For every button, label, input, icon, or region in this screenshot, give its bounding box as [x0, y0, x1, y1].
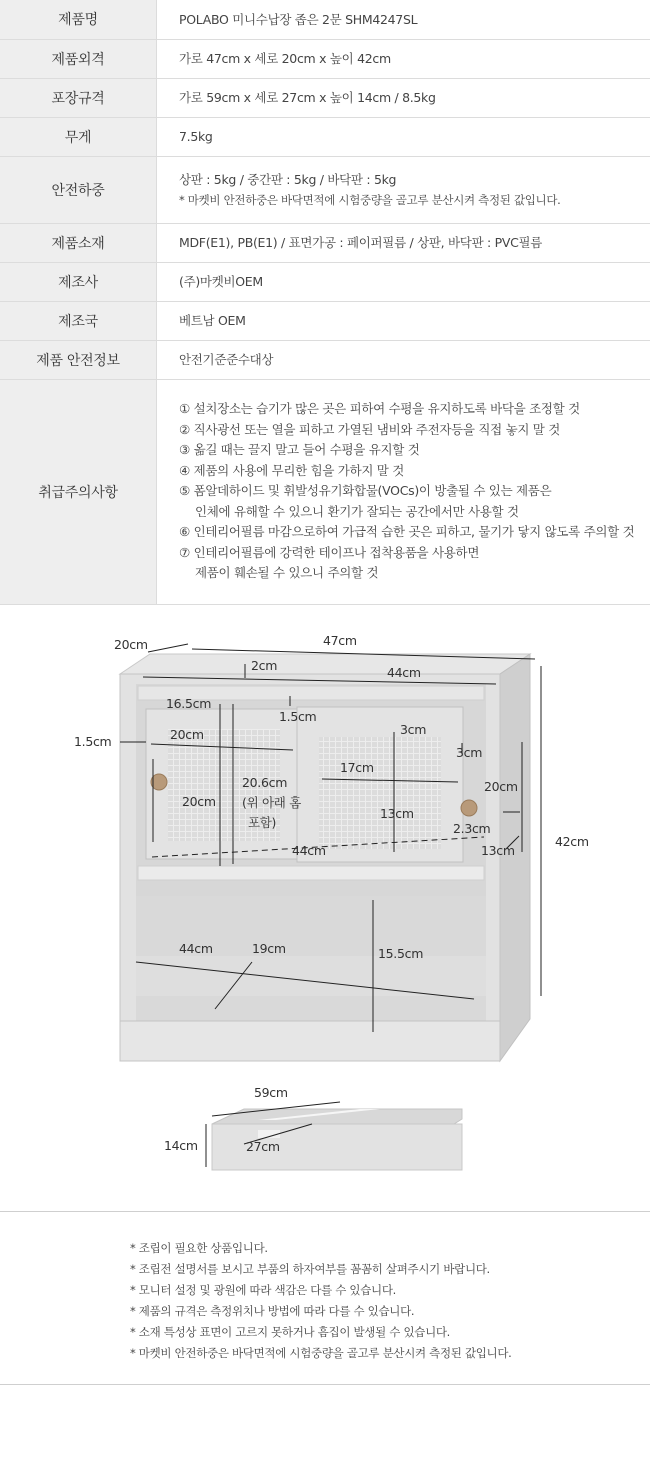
- door-height-right-label: 20cm: [484, 779, 518, 794]
- door-total-note-1: (위 아래 홈: [242, 795, 302, 810]
- inner-width-top-label: 44cm: [387, 665, 421, 680]
- glass-width-label: 17cm: [340, 760, 374, 775]
- right-depth-label: 13cm: [481, 843, 515, 858]
- spec-label: 제품소재: [0, 223, 157, 262]
- glass-height-label: 13cm: [380, 806, 414, 821]
- knob-offset-label: 2.3cm: [453, 821, 491, 836]
- note-item: * 마켓비 안전하중은 바닥면적에 시험중량을 골고루 분산시켜 측정된 값입니다.: [130, 1346, 512, 1360]
- total-height-label: 42cm: [555, 834, 589, 849]
- right-door: [297, 707, 477, 862]
- spec-label: 제품 안전정보: [0, 340, 157, 379]
- dimension-diagram: [0, 604, 650, 1212]
- spec-label: 안전하중: [0, 156, 157, 223]
- spec-value: 베트남 OEM: [157, 301, 650, 340]
- bottom-height-label: 15.5cm: [378, 946, 424, 961]
- spec-label: 제조국: [0, 301, 157, 340]
- spec-value: MDF(E1), PB(E1) / 표면가공 : 페이퍼필름 / 상판, 바닥판 : PVC필름: [157, 223, 650, 262]
- spec-value: POLABO 미니수납장 좁은 2문 SHM4247SL: [157, 0, 650, 39]
- frame-side-label: 3cm: [456, 745, 483, 760]
- note-item: * 소재 특성상 표면이 고르지 못하거나 흠집이 발생될 수 있습니다.: [130, 1325, 451, 1339]
- width-label: 47cm: [323, 633, 357, 648]
- spec-label: 무게: [0, 117, 157, 156]
- panel-thickness-label: 1.5cm: [279, 709, 317, 724]
- caution-line: ③ 옮길 때는 끌지 말고 들어 수평을 유지할 것: [179, 442, 420, 458]
- spec-table: [0, 0, 650, 605]
- spec-value: [157, 156, 650, 223]
- box-height-label: 14cm: [164, 1138, 198, 1153]
- spec-row: [0, 340, 650, 379]
- spec-row: [0, 301, 650, 340]
- inner-width-mid-label: 44cm: [292, 843, 326, 858]
- spec-label: 제조사: [0, 262, 157, 301]
- spec-row: [0, 0, 650, 39]
- caution-list: [157, 379, 650, 604]
- spec-row: [0, 78, 650, 117]
- spec-label: 포장규격: [0, 78, 157, 117]
- spec-row-safety-load: [0, 156, 650, 223]
- caution-line: ⑦ 인테리어필름에 강력한 테이프나 접착용품을 사용하면: [179, 544, 480, 560]
- top-offset-label: 16.5cm: [166, 696, 212, 711]
- spec-value: 안전기준준수대상: [157, 340, 650, 379]
- note-item: * 조립이 필요한 상품입니다.: [130, 1241, 268, 1255]
- box-width-label: 59cm: [254, 1085, 288, 1100]
- top-lip-label: 2cm: [251, 658, 278, 673]
- caution-line: ② 직사광선 또는 열을 피하고 가열된 냄비와 주전자등을 직접 놓지 말 것: [179, 421, 561, 437]
- bottom-width-label: 44cm: [179, 941, 213, 956]
- spec-row: [0, 117, 650, 156]
- caution-line: ⑤ 폼알데하이드 및 휘발성유기화합물(VOCs)이 방출될 수 있는 제품은: [179, 483, 552, 499]
- caution-line: ⑥ 인테리어필름 마감으로하여 가급적 습한 곳은 피하고, 물기가 닿지 않도록 주의할 것: [179, 524, 635, 540]
- notes-section: [0, 1212, 650, 1385]
- caution-line: ① 설치장소는 습기가 많은 곳은 피하여 수평을 유지하도록 바닥을 조정할 것: [179, 401, 580, 417]
- bottom-depth-label: 19cm: [252, 941, 286, 956]
- spec-label: 제품명: [0, 0, 157, 39]
- caution-line: ④ 제품의 사용에 무리한 힘을 가하지 말 것: [179, 462, 405, 478]
- note-item: * 모니터 설정 및 광원에 따라 색감은 다를 수 있습니다.: [130, 1283, 396, 1297]
- note-item: * 조립전 설명서를 보시고 부품의 하자여부를 꼼꼼히 살펴주시기 바랍니다.: [130, 1262, 490, 1276]
- spec-label: 취급주의사항: [0, 379, 157, 604]
- door-total-note-2: 포함): [248, 815, 277, 830]
- note-item: * 제품의 규격은 측정위치나 방법에 따라 다를 수 있습니다.: [130, 1304, 415, 1318]
- side-thickness-label: 1.5cm: [74, 734, 112, 749]
- spec-value: 7.5kg: [157, 117, 650, 156]
- door-height-left-label: 20cm: [182, 794, 216, 809]
- door-width-label: 20cm: [170, 727, 204, 742]
- frame-top-label: 3cm: [400, 722, 427, 737]
- depth-label: 20cm: [114, 637, 148, 652]
- spec-row: [0, 223, 650, 262]
- spec-value: 가로 59cm x 세로 27cm x 높이 14cm / 8.5kg: [157, 78, 650, 117]
- door-total-height-label: 20.6cm: [242, 775, 288, 790]
- spec-row: [0, 262, 650, 301]
- notes-list: [130, 1238, 512, 1364]
- box-depth-label: 27cm: [246, 1139, 280, 1154]
- safety-load-note: * 마켓비 안전하중은 바닥면적에 시험중량을 골고루 분산시켜 측정된 값입니다.: [179, 192, 561, 207]
- shipping-box: [206, 1102, 462, 1170]
- spec-value: 가로 47cm x 세로 20cm x 높이 42cm: [157, 39, 650, 78]
- spec-label: 제품외격: [0, 39, 157, 78]
- caution-line: 인체에 유해할 수 있으니 환기가 잘되는 공간에서만 사용할 것: [195, 503, 519, 519]
- spec-value: (주)마켓비OEM: [157, 262, 650, 301]
- spec-row-caution: [0, 379, 650, 604]
- caution-line: 제품이 훼손될 수 있으니 주의할 것: [195, 565, 379, 581]
- safety-load-line: 상판 : 5kg / 중간판 : 5kg / 바닥판 : 5kg: [179, 171, 397, 187]
- cabinet-drawing: [0, 604, 650, 1211]
- spec-row: [0, 39, 650, 78]
